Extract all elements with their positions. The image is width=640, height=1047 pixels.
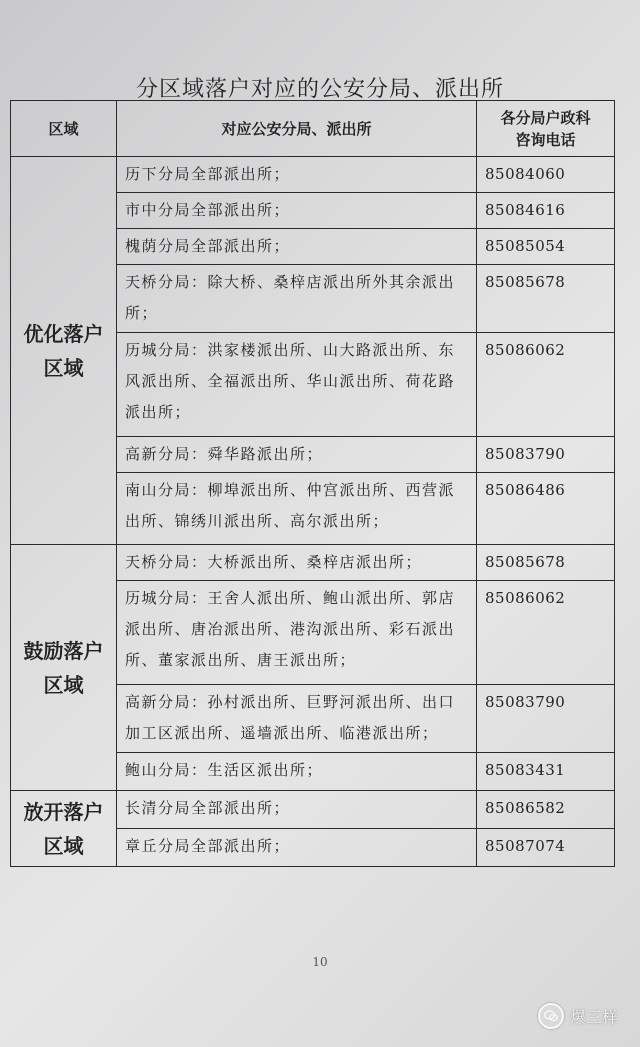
table-row [11, 791, 615, 829]
header-region: 区域 [11, 101, 117, 157]
phone-cell: 85086062 [477, 333, 615, 437]
phone-cell: 85083790 [477, 437, 615, 473]
phone-cell: 85084616 [477, 193, 615, 229]
station-cell: 天桥分局：除大桥、桑梓店派出所外其余派出所； [117, 265, 477, 333]
watermark [538, 1003, 618, 1029]
station-cell: 历城分局：洪家楼派出所、山大路派出所、东风派出所、全福派出所、华山派出所、荷花路派出所； [117, 333, 477, 437]
police-station-table [10, 100, 615, 867]
station-cell: 市中分局全部派出所； [117, 193, 477, 229]
station-cell: 南山分局：柳埠派出所、仲宫派出所、西营派出所、锦绣川派出所、高尔派出所； [117, 473, 477, 545]
station-cell: 高新分局：孙村派出所、巨野河派出所、出口加工区派出所、遥墙派出所、临港派出所； [117, 685, 477, 753]
page-number: 10 [312, 955, 328, 969]
region-cell: 放开落户 区域 [11, 791, 117, 867]
wechat-logo-icon [538, 1003, 564, 1029]
station-cell: 槐荫分局全部派出所； [117, 229, 477, 265]
table-row [11, 545, 615, 581]
station-cell: 长清分局全部派出所； [117, 791, 477, 829]
station-cell: 历城分局：王舍人派出所、鲍山派出所、郭店派出所、唐冶派出所、港沟派出所、彩石派出所、董家派出所、唐王派出所； [117, 581, 477, 685]
region-cell: 优化落户 区域 [11, 157, 117, 545]
document-title: 分区域落户对应的公安分局、派出所 [135, 77, 504, 102]
phone-cell: 85083790 [477, 685, 615, 753]
table-row [11, 157, 615, 193]
phone-cell: 85085678 [477, 265, 615, 333]
header-phone: 各分局户政科 咨询电话 [477, 101, 615, 157]
phone-cell: 85086062 [477, 581, 615, 685]
station-cell: 天桥分局：大桥派出所、桑梓店派出所； [117, 545, 477, 581]
phone-cell: 85085054 [477, 229, 615, 265]
station-cell: 鲍山分局：生活区派出所； [117, 753, 477, 791]
station-cell: 章丘分局全部派出所； [117, 829, 477, 867]
station-cell: 历下分局全部派出所； [117, 157, 477, 193]
phone-cell: 85085678 [477, 545, 615, 581]
phone-cell: 85086486 [477, 473, 615, 545]
station-cell: 高新分局：舜华路派出所； [117, 437, 477, 473]
phone-cell: 85083431 [477, 753, 615, 791]
phone-cell: 85086582 [477, 791, 615, 829]
watermark-text: 爆三样 [569, 1007, 618, 1027]
region-cell: 鼓励落户 区域 [11, 545, 117, 791]
phone-cell: 85084060 [477, 157, 615, 193]
phone-cell: 85087074 [477, 829, 615, 867]
header-station: 对应公安分局、派出所 [117, 101, 477, 157]
